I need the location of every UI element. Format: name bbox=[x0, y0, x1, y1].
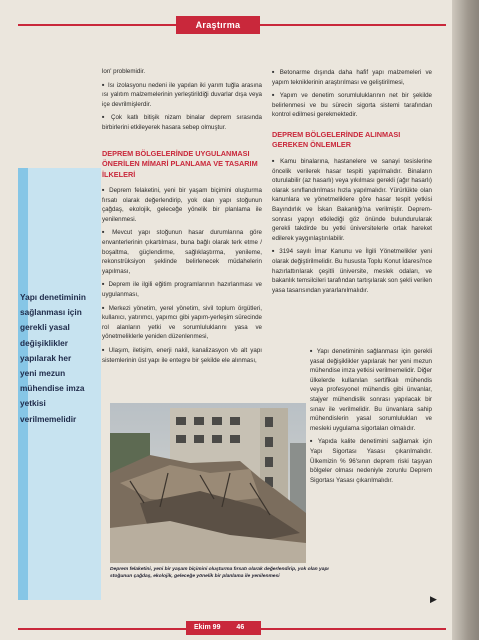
footer-badge bbox=[186, 621, 261, 635]
section-title: Araştırma bbox=[176, 16, 260, 34]
list-item: ■ Yapıda kalite denetimini sağlamak için Yapı Sigortası Yasası çıkarılmalıdır. Ülkemizin % 96'sının deprem riski taşıyan bölgeler olması nedeniyle zorunlu Deprem Sigortası Yasası çıkarılmalıdır. bbox=[310, 436, 432, 485]
left-column bbox=[102, 67, 262, 368]
list-item: ■ Merkezi yönetim, yerel yönetim, sivil toplum örgütleri, kullanıcı, yatırımcı, yapımcı gibi yapım-yerleşim sürecinde rol alanların yetki ve sorumluluklarını yasa ve yönetmeliklerle yeniden düzenlenmesi, bbox=[102, 303, 262, 342]
right-column-lower bbox=[310, 346, 432, 488]
list-item: ■ Deprem ile ilgili eğitim programlarının hazırlanması ve uygulanması, bbox=[102, 279, 262, 299]
section-heading: DEPREM BÖLGELERİNDE ALINMASI GEREKEN ÖNLEMLER bbox=[272, 129, 401, 150]
section-heading: DEPREM BÖLGELERİNDE UYGULANMASI ÖNERİLEN MİMARİ PLANLAMA VE TASARIM İLKELERİ bbox=[102, 148, 258, 179]
list-item: ■ Mevcut yapı stoğunun hasar durumlarına göre envanterlerinin çıkartılması, buna bağlı olarak terk etme / boşaltma, güçlendirme, sağlıklaştırma, yenileme, rekonstrüksiyon şeklinde belirlenecek müdahelerin yapılması, bbox=[102, 227, 262, 276]
list-item: ■ Çok katlı bitişik nizam binalar deprem sırasında birbirlerini etkileyerek hasara sebep olmuştur. bbox=[102, 112, 262, 132]
list-item: ■ Ulaşım, iletişim, enerji nakil, kanalizasyon vb alt yapı sistemlerinin üst yapı ile entegre bir şekilde ele alınması, bbox=[102, 345, 262, 365]
photo-caption: Deprem felaketini, yeni bir yaşam biçimini oluşturma fırsatı olarak değerlendirip, yok olan yapı stoğunun çağdaş, ekolojik, geleceğe yönelik bir planlama ile yenilenmesi bbox=[110, 567, 329, 579]
page-binding bbox=[452, 0, 479, 640]
photo-illustration bbox=[110, 403, 306, 563]
right-column bbox=[272, 67, 432, 298]
list-item: ■ Yapı denetiminin sağlanması için gerekli yasal değişiklikler yapılarak her yeni mezun mühendise imza yetkisi verilmemelidir. Diğer ülkelerde kullanılan sertifikalı mühendis veya profesyonel mühendis gibi ünvanlar, stajyer mühendislik sonrası yapılacak bir sınav ile verilmelidir. Bu ünvanlara sahip mühendislerin yasal sorumlulukları ve mesleki uygulama sigortaları olmalıdır. bbox=[310, 346, 432, 433]
list-item: ■ Betonarme dışında daha hafif yapı malzemeleri ve yapım tekniklerinin araştırılması ve geliştirilmesi, bbox=[272, 67, 432, 87]
list-item: ■ Deprem felaketini, yeni bir yaşam biçimini oluşturma fırsatı olarak değerlendirip, yok olan yapı stoğunun çağdaş, ekolojik, geleceğe yönelik bir planlama ile yenilenmesi. bbox=[102, 185, 262, 224]
pull-quote: Yapı denetiminin sağlanması için gerekli yasal değişiklikler yapılarak her yeni mezun mühendise imza yetkisi verilmemelidir bbox=[20, 292, 86, 424]
arrow-right-icon: ▶ bbox=[430, 594, 437, 604]
list-item: ■ 3194 sayılı İmar Kanunu ve İlgili Yönetmelikler yeni olarak değiştirilmelidir. Bu hususta Toplu Konut İdaresi'nce hazırlattırılarak çeşitli üniversite, meslek odaları, ve bakanlık temsilcileri tarafından tartışılarak son şekli verilen yasa tasarısından yararlanılmalıdır. bbox=[272, 246, 432, 295]
issue-label: Ekim 99 bbox=[194, 624, 221, 631]
collapsed-building-photo bbox=[110, 403, 306, 563]
page-number: 46 bbox=[236, 624, 245, 631]
list-item: ■ Isı izolasyonu nedeni ile yapılan iki yarım tuğla arasına ısı yalıtım malzemelerinin yerleştirildiği duvarlar dışa veya içe devrilmişlerdir. bbox=[102, 80, 262, 110]
intro-text: lon' problemidir. bbox=[102, 68, 146, 75]
list-item: ■ Kamu binalarına, hastanelere ve sanayi tesislerine öncelik verilerek hasar tespiti yapılmalıdır. Binaların oturulabilir (az hasarlı) veya yıkılması gerekli (ağır hasarlı) olarak sınıflandırılması hızla yapılmalıdır. Yürürlükte olan kanunlara ve yönetmeliklere göre hasar tespit yetkisi Bayındırlık ve İskan Bakanlığı'na verilmiştir. Deprem-sonrası yapıyı etkilediği göz önünde bulundurularak gerekli takdirde bu yetki üniversitelerle ortak hareket edilerek yaygınlaştırılabilir. bbox=[272, 156, 432, 243]
list-item: ■ Yapım ve denetim sorumluluklarının net bir şekilde belirlenmesi ve bu sürecin sigorta sistemi tarafından kontrol edilmesi gerekmektedir. bbox=[272, 90, 432, 120]
